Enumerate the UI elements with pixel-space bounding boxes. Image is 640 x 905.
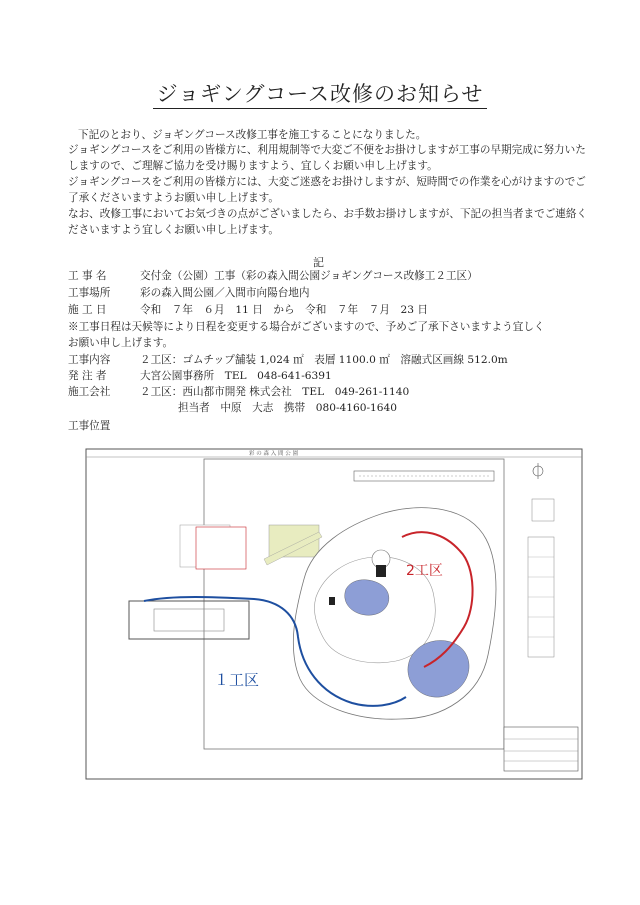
map-title-block bbox=[504, 727, 578, 771]
value-naiyo: ２工区：ゴムチップ舗装 1,024 ㎡ 表層 1100.0 ㎡ 溶融式区画線 512.0m bbox=[140, 354, 508, 366]
detail-hatchu bbox=[68, 368, 332, 384]
schedule-note: ※工事日程は天候等により日程を変更する場合がございますので、予めご了承下さいますよう宜しくお願い申し上げます。 bbox=[68, 321, 545, 349]
map-info-box-2 bbox=[196, 527, 246, 569]
value-kouki: 令和 ７年 ６月 11 日 から 令和 ７年 ７月 23 日 bbox=[140, 304, 428, 316]
label-koji-mei: 工 事 名 bbox=[68, 270, 107, 282]
detail-tanto: 担当者 中原 大志 携帯 080-4160-1640 bbox=[178, 402, 398, 414]
value-koji-mei: 交付金（公園）工事（彩の森入間公園ジョギングコース改修工２工区） bbox=[140, 270, 478, 282]
detail-naiyo bbox=[68, 352, 508, 368]
detail-koji-mei bbox=[68, 268, 478, 284]
map-zone1-label: １工区 bbox=[214, 671, 260, 689]
intro-paragraph-4: なお、改修工事においてお気づきの点がございましたら、お手数お掛けしますが、下記の担当者までご連絡くださいますよう宜しくお願い申し上げます。 bbox=[68, 208, 588, 236]
ki-heading: 記 bbox=[313, 256, 324, 269]
detail-seko bbox=[68, 384, 409, 400]
label-naiyo: 工事内容 bbox=[68, 354, 111, 366]
map-park-name: 彩 の 森 入 間 公 園 bbox=[249, 451, 298, 457]
value-hatchu: 大宮公園事務所 TEL 048-641-6391 bbox=[140, 370, 332, 382]
label-seko: 施工会社 bbox=[68, 386, 111, 398]
label-basho: 工事場所 bbox=[68, 287, 111, 299]
value-seko: ２工区：西山都市開発 株式会社 TEL 049-261-1140 bbox=[140, 386, 410, 398]
map-gate-marker-2 bbox=[329, 597, 335, 605]
map-gate-marker-1 bbox=[376, 565, 386, 577]
label-kouki: 施 工 日 bbox=[68, 304, 107, 316]
page-title-text: ジョギングコース改修のお知らせ bbox=[153, 82, 488, 109]
label-hatchu: 発 注 者 bbox=[68, 370, 107, 382]
detail-basho bbox=[68, 285, 310, 301]
site-map bbox=[84, 447, 584, 781]
detail-kouki bbox=[68, 302, 428, 318]
map-zone2-label: 2工区 bbox=[406, 563, 443, 579]
location-label: 工事位置 bbox=[68, 420, 111, 432]
value-basho: 彩の森入間公園／入間市向陽台地内 bbox=[140, 287, 310, 299]
page-title bbox=[0, 78, 640, 108]
intro-paragraph-3: ジョギングコースをご利用の皆様方には、大変ご迷惑をお掛けしますが、短時間での作業を心がけますのでご了承くださいますようお願い申し上げます。 bbox=[68, 176, 586, 204]
map-key-box bbox=[532, 499, 554, 521]
intro-paragraph-1: 下記のとおり、ジョギングコース改修工事を施工することになりました。 bbox=[78, 129, 427, 141]
intro-paragraph-2: ジョギングコースをご利用の皆様方に、利用規制等で大変ご不便をお掛けしますが工事の早期完成に努力いたしますので、ご理解ご協力を受け賜りますよう、宜しくお願い申し上げます。 bbox=[68, 144, 586, 172]
